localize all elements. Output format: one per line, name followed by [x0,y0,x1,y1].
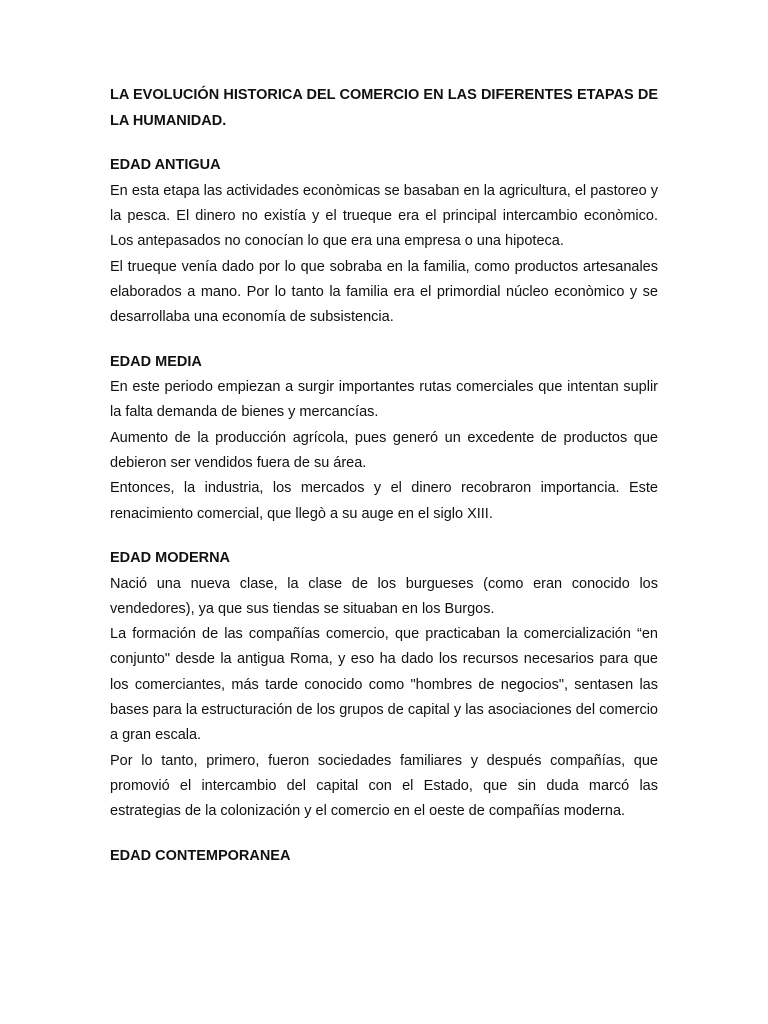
paragraph: Por lo tanto, primero, fueron sociedades familiares y después compañías, que promovió el intercambio del capital con el Estado, que sin duda marcó las estrategias de la colonización y el comercio en el oeste de compañías moderna. [110,752,658,820]
paragraph: En este periodo empiezan a surgir importantes rutas comerciales que intentan suplir la falta demanda de bienes y mercancías. [110,379,658,421]
paragraph: Nació una nueva clase, la clase de los burgueses (como eran conocido los vendedores), ya que sus tiendas se situaban en los Burgos. [110,575,658,617]
paragraph: Entonces, la industria, los mercados y el dinero recobraron importancia. Este renacimiento comercial, que llegò a su auge en el siglo XIII. [110,480,658,522]
paragraph: Aumento de la producción agrícola, pues generó un excedente de productos que debieron ser vendidos fuera de su área. [110,429,658,472]
document-page [110,83,658,888]
paragraph: La formación de las compañías comercio, que practicaban la comercialización “en conjunto" desde la antigua Roma, y eso ha dado los recursos necesarios para que los comerciantes, más tarde conocido como "hombres de negocios", sentasen las bases para la estructuración de los grupos de capital y las asociaciones del comercio a gran escala. [110,626,658,744]
section-heading: EDAD CONTEMPORANEA [110,847,291,864]
document-title: LA EVOLUCIÓN HISTORICA DEL COMERCIO EN LAS DIFERENTES ETAPAS DE LA HUMANIDAD. [110,87,658,129]
paragraph: El trueque venía dado por lo que sobraba en la familia, como productos artesanales elaborados a mano. Por lo tanto la familia era el primordial núcleo econòmico y se desarrollaba una economía de subsistencia. [110,258,658,326]
section-edad-contemporanea [110,844,658,870]
section-heading: EDAD MODERNA [110,549,231,566]
section-heading: EDAD MEDIA [110,353,202,370]
section-heading: EDAD ANTIGUA [110,157,221,174]
paragraph: En esta etapa las actividades econòmicas se basaban en la agricultura, el pastoreo y la pesca. El dinero no existía y el trueque era el principal intercambio econòmico. Los antepasados no conocían lo que era una empresa o una hipoteca. [110,182,658,250]
section-edad-moderna [110,546,658,825]
section-edad-media [110,350,658,527]
section-edad-antigua [110,153,658,330]
